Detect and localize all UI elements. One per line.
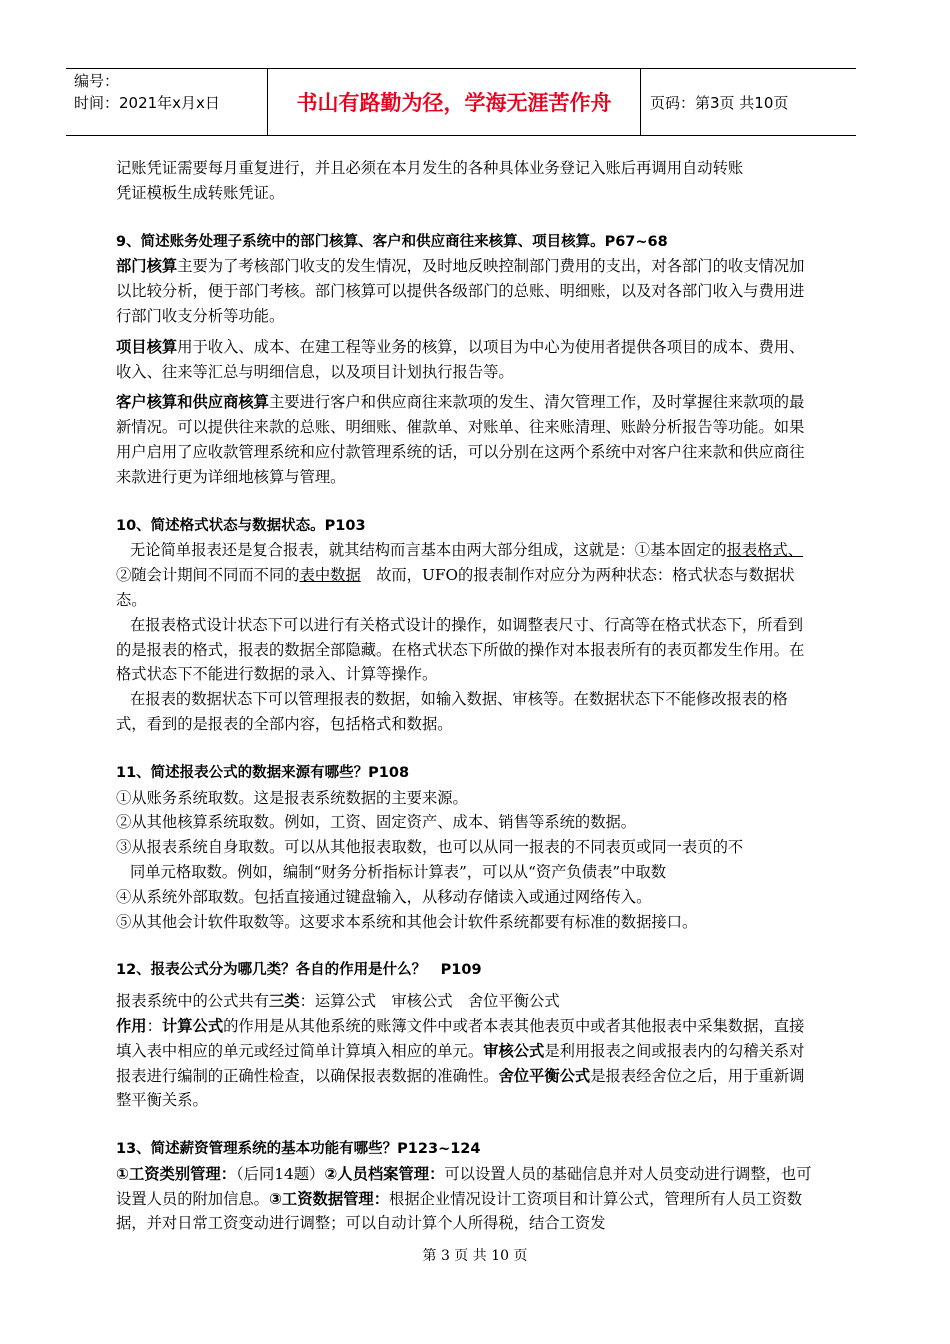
doc-number-label: 编号： — [74, 72, 120, 90]
q9-cust-term: 客户核算和供应商核算 — [116, 393, 269, 412]
q11-item-2: ②从其他核算系统取数。例如，工资、固定资产、成本、销售等系统的数据。 — [116, 813, 637, 832]
q9-proj-paragraph — [116, 335, 816, 385]
q12-l1-bold: 三类 — [268, 992, 300, 1011]
q12-calc-term: 计算公式 — [161, 1016, 224, 1035]
intro-line-1: 记账凭证需要每月重复进行，并且必须在本月发生的各种具体业务登记入账后再调用自动转账 — [116, 159, 744, 177]
q12-use-label: 作用 — [116, 1016, 147, 1035]
q12-round-term: 舍位平衡公式 — [498, 1066, 591, 1085]
q10-p1-text-b: ②随会计期间不同而不同的 — [116, 566, 300, 585]
q12-audit-text: 是利用报表之间或报表内的勾稽关系对报表进行编制的正确性检查，以确保报表数据的准确性。 — [116, 1041, 805, 1085]
q13-title: 13、简述薪资管理系统的基本功能有哪些？P123~124 — [116, 1141, 481, 1158]
q10-p1-underline-2: 表中数据 — [299, 566, 361, 585]
time-label: 时间：2021年x月x日 — [74, 94, 220, 112]
q11-item-3b: 同单元格取数。例如，编制“财务分析指标计算表”，可以从“资产负债表”中取数 — [130, 862, 667, 881]
header-page-info: 页码：第3页 共10页 — [650, 93, 789, 112]
q12-usage-paragraph — [116, 1014, 816, 1113]
q13-term-3: ③工资数据管理： — [268, 1189, 390, 1208]
q9-proj-text: 用于收入、成本、在建工程等业务的核算，以项目为中心为使用者提供各项目的成本、费用、收入、往来等汇总与明细信息，以及项目计划执行报告等。 — [116, 337, 805, 381]
q10-paragraph-1 — [116, 538, 816, 612]
q10-p1-text-c: 故而，UFO的报表制作对应分为两种状态：格式状态与数据状态。 — [116, 566, 795, 609]
q11-item-1: ①从账务系统取数。这是报表系统数据的主要来源。 — [116, 788, 468, 807]
q9-title: 9、简述账务处理子系统中的部门核算、客户和供应商往来核算、项目核算。P67~68 — [116, 233, 668, 250]
q9-proj-term: 项目核算 — [116, 337, 178, 356]
q12-line-1 — [116, 989, 816, 1014]
q12-calc-text: 的作用是从其他系统的账簿文件中或者本表其他表页中或者其他报表中采集数据，直接填入表中相应的单元或经过简单计算填入相应的单元。 — [116, 1016, 805, 1060]
q10-p1-text-a: 无论简单报表还是复合报表，就其结构而言基本由两大部分组成，这就是：①基本固定的 — [130, 541, 727, 560]
q10-paragraph-3: 在报表的数据状态下可以管理报表的数据，如输入数据、审核等。在数据状态下不能修改报表的格式，看到的是报表的全部内容，包括格式和数据。 — [116, 690, 788, 733]
q11-item-4: ④从系统外部取数。包括直接通过键盘输入，从移动存储读入或通过网络传入。 — [116, 887, 652, 906]
q9-dept-text: 主要为了考核部门收支的发生情况，及时地反映控制部门费用的支出，对各部门的收支情况加以比较分析，便于部门考核。部门核算可以提供各级部门的总账、明细账，以及对各部门收入与费用进行部门收支分析等功能。 — [116, 257, 805, 325]
q12-l1-text-b: ：运算公式 审核公式 舍位平衡公式 — [299, 992, 560, 1011]
q12-audit-term: 审核公式 — [483, 1041, 545, 1060]
q13-text-1: （后同14题） — [236, 1164, 325, 1183]
header-divider-right — [640, 68, 641, 136]
q9-dept-term: 部门核算 — [116, 257, 178, 276]
header-meta — [74, 70, 220, 114]
q11-title: 11、简述报表公式的数据来源有哪些？P108 — [116, 764, 410, 781]
intro-line-2: 凭证模板生成转账凭证。 — [116, 183, 285, 202]
q11-item-3a: ③从报表系统自身取数。可以从其他报表取数，也可以从同一报表的不同表页或同一表页的不 — [116, 838, 744, 857]
q12-round-text: 是报表经舍位之后，用于重新调整平衡关系。 — [116, 1066, 805, 1110]
q13-term-2: ②人员档案管理： — [324, 1164, 445, 1183]
q13-paragraph — [116, 1162, 816, 1236]
q10-paragraph-2: 在报表格式设计状态下可以进行有关格式设计的操作，如调整表尺寸、行高等在格式状态下，所看到的是报表的格式，报表的数据全部隐藏。在格式状态下所做的操作对本报表所有的表页都发生作用。在格式状态下不能进行数据的录入、计算等操作。 — [116, 615, 805, 684]
q12-colon: ： — [146, 1016, 162, 1035]
q13-term-1: ①工资类别管理： — [116, 1164, 237, 1183]
q9-dept-paragraph — [116, 254, 816, 328]
q11-item-5: ⑤从其他会计软件取数等。这要求本系统和其他会计软件系统都要有标准的数据接口。 — [116, 912, 698, 931]
q10-p1-underline-1: 报表格式、 — [726, 541, 804, 560]
document-body — [116, 156, 816, 1236]
page-footer: 第 3 页 共 10 页 — [422, 1248, 528, 1264]
q9-cust-text: 主要进行客户和供应商往来款项的发生、清欠管理工作，及时掌握往来款项的最新情况。可以提供往来款的总账、明细账、催款单、对账单、往来账清理、账龄分析报告等功能。如果用户启用了应收款管理系统和应付款管理系统的话，可以分别在这两个系统中对客户往来款和供应商往来款进行更为详细地核算与管理。 — [116, 393, 805, 486]
q9-cust-paragraph — [116, 390, 816, 489]
q13-text-2: 可以设置人员的基础信息并对人员变动进行调整，也可设置人员的附加信息。 — [116, 1164, 812, 1208]
q12-l1-text-a: 报表系统中的公式共有 — [116, 992, 269, 1011]
q10-title: 10、简述格式状态与数据状态。P103 — [116, 517, 366, 534]
q13-text-3: 根据企业情况设计工资项目和计算公式，管理所有人员工资数据，并对日常工资变动进行调整；可以自动计算个人所得税，结合工资发 — [116, 1189, 803, 1233]
q12-title: 12、报表公式分为哪几类？各自的作用是什么？ P109 — [116, 962, 482, 979]
header-motto: 书山有路勤为径，学海无涯苦作舟 — [296, 91, 612, 115]
